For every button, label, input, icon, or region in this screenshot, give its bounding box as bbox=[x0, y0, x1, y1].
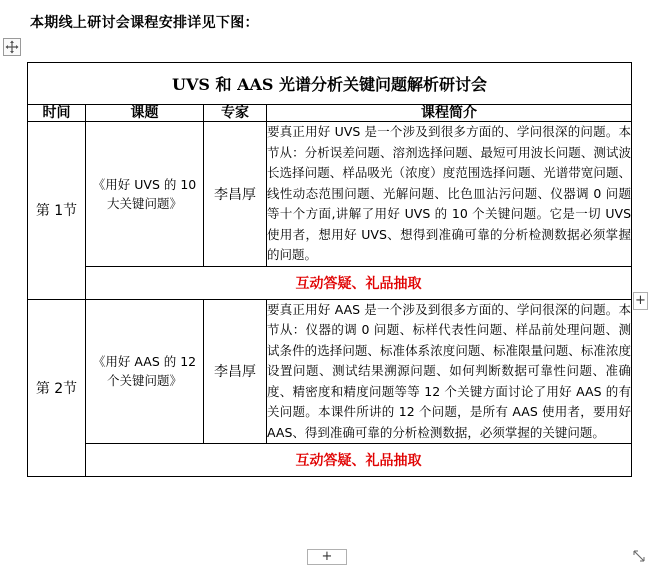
table-title: UVS 和 AAS 光谱分析关键问题解析研讨会 bbox=[28, 63, 632, 105]
session-1-topic: 《用好 UVS 的 10 大关键问题》 bbox=[86, 122, 204, 267]
session-2-description: 要真正用好 AAS 是一个涉及到很多方面的、学问很深的问题。本节从：仪器的调 0 问题、标样代表性问题、样品前处理问题、测试条件的选择问题、标准体系浓度问题、标准限量问题、标准浓度设置问题、测试结果溯源问题、如何判断数据可靠性问题、准确度、精密度和精度问题等等 12 个关键方面讨论了用好 AAS 的有关问题。本课件所讲的 12 个问题，是所有 AAS 使用者，要用好 AAS、得到准确可靠的分析检测数据，必须掌握的关键问题。 bbox=[267, 299, 632, 444]
header-topic: 课题 bbox=[86, 105, 204, 122]
table-title-row bbox=[28, 63, 632, 105]
session-1-description: 要真正用好 UVS 是一个涉及到很多方面的、学问很深的问题。本节从：分析误差问题、溶剂选择问题、最短可用波长问题、测试波长选择问题、样品吸光（浓度）度范围选择问题、光谱带宽问题、线性动态范围问题、光解问题、比色皿沾污问题、仪器调 0 问题等十个方面,讲解了用好 UVS 的 10 个关键问题。它是一切 UVS 使用者，想用好 UVS、想得到准确可靠的分析检测数据必须掌握的问题。 bbox=[267, 122, 632, 267]
course-schedule-table bbox=[27, 62, 632, 477]
session-1-time: 第 1节 bbox=[28, 122, 86, 300]
session-2-time: 第 2节 bbox=[28, 299, 86, 477]
table-move-handle-icon[interactable] bbox=[3, 38, 21, 56]
session-2-activity: 互动答疑、礼品抽取 bbox=[86, 444, 632, 477]
add-column-button[interactable]: + bbox=[633, 292, 648, 310]
session-2-topic: 《用好 AAS 的 12 个关键问题》 bbox=[86, 299, 204, 444]
table-resize-handle-icon[interactable] bbox=[632, 548, 646, 562]
session-1-expert: 李昌厚 bbox=[204, 122, 267, 267]
table-header-row bbox=[28, 105, 632, 122]
session-1-activity: 互动答疑、礼品抽取 bbox=[86, 266, 632, 299]
header-time: 时间 bbox=[28, 105, 86, 122]
intro-heading: 本期线上研讨会课程安排详见下图： bbox=[30, 15, 259, 31]
add-row-button[interactable]: + bbox=[307, 549, 347, 565]
header-description: 课程简介 bbox=[267, 105, 632, 122]
session-2-activity-row bbox=[28, 444, 632, 477]
session-1-row bbox=[28, 122, 632, 267]
session-2-row bbox=[28, 299, 632, 444]
session-2-expert: 李昌厚 bbox=[204, 299, 267, 444]
header-expert: 专家 bbox=[204, 105, 267, 122]
session-1-activity-row bbox=[28, 266, 632, 299]
